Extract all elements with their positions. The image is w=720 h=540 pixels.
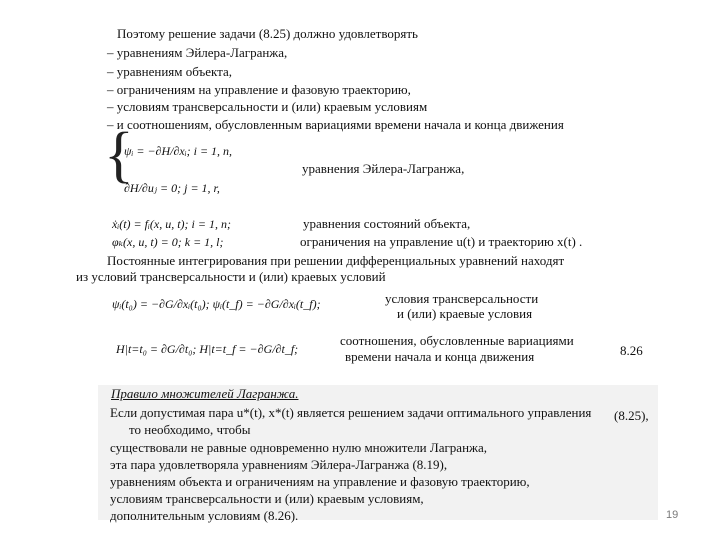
object-label: уравнения состояний объекта, [303, 216, 471, 231]
rule-title: Правило множителей Лагранжа. [111, 386, 299, 401]
object-equation: ẋᵢ(t) = fᵢ(x, u, t); i = 1, n; [112, 217, 231, 231]
page-number: 19 [666, 509, 679, 521]
rule-ref: (8.25), [614, 408, 649, 423]
rule-line-4: эта пара удовлетворяла уравнениям Эйлера-Лагранжа (8.19), [110, 457, 448, 472]
bullet-transversality: – условиям трансверсальности и (или) краевым условиям [107, 99, 428, 114]
euler-eq-2: ∂H/∂uⱼ = 0; j = 1, r, [124, 181, 220, 195]
bullet-variations: – и соотношениям, обусловленным вариациями времени начала и конца движения [107, 117, 564, 132]
variation-label-1: соотношения, обусловленные вариациями [340, 333, 574, 348]
intro-heading: Поэтому решение задачи (8.25) должно удовлетворять [117, 26, 418, 41]
bullet-constraints: – ограничениям на управление и фазовую траекторию, [107, 82, 411, 97]
rule-line-6: условиям трансверсальности и (или) краевым условиям, [110, 491, 424, 506]
euler-eq-1: ψᵢ = −∂H/∂xᵢ; i = 1, n, [124, 144, 233, 158]
integration-line-2: из условий трансверсальности и (или) краевых условий [76, 269, 386, 284]
rule-line-3: существовали не равные одновременно нулю множители Лагранжа, [110, 440, 488, 455]
rule-line-1: Если допустимая пара u*(t), x*(t) является решением задачи оптимального управления [110, 405, 592, 420]
integration-line-1: Постоянные интегрирования при решении дифференциальных уравнений находят [107, 253, 565, 268]
bullet-object: – уравнениям объекта, [107, 64, 233, 79]
constraint-equation: φₖ(x, u, t) = 0; k = 1, l; [112, 235, 224, 249]
system-brace: { [104, 121, 134, 189]
transversality-label-2: и (или) краевые условия [397, 306, 533, 321]
rule-line-7: дополнительным условиям (8.26). [110, 508, 299, 523]
rule-line-2: то необходимо, чтобы [129, 422, 251, 437]
euler-label: уравнения Эйлера-Лагранжа, [302, 161, 465, 176]
rule-line-5: уравнениям объекта и ограничениям на управление и фазовую траекторию, [110, 474, 530, 489]
bullet-euler: – уравнениям Эйлера-Лагранжа, [107, 45, 288, 60]
transversality-label-1: условия трансверсальности [385, 291, 539, 306]
equation-number: 8.26 [620, 343, 643, 358]
transversality-equation: ψᵢ(t₀) = −∂G/∂xᵢ(t₀); ψᵢ(t_f) = −∂G/∂xᵢ(t_f); [112, 297, 321, 311]
variation-equation: H|t=t₀ = ∂G/∂t₀; H|t=t_f = −∂G/∂t_f; [116, 342, 299, 356]
constraint-label: ограничения на управление u(t) и траекторию x(t) . [300, 234, 583, 249]
variation-label-2: времени начала и конца движения [345, 349, 535, 364]
